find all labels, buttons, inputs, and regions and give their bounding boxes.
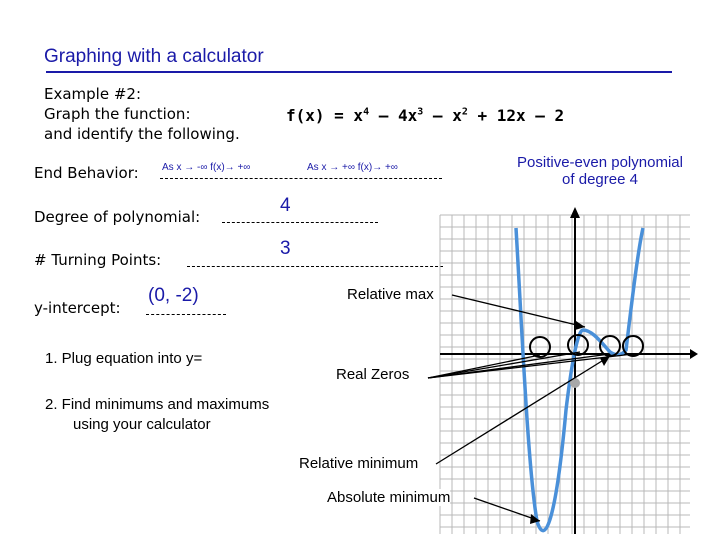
y-axis-arrow [570, 207, 580, 218]
y-intercept-label: y-intercept: [34, 299, 121, 317]
step-1: 1. Plug equation into y= [45, 350, 203, 367]
degree-label: Degree of polynomial: [34, 208, 201, 226]
end-behavior-right: As x → +∞ f(x)→ +∞ [307, 162, 398, 173]
example-instruction-2: and identify the following. [44, 125, 240, 143]
relative-min-label: Relative minimum [299, 455, 419, 472]
example-heading: Example #2: [44, 85, 142, 103]
end-behavior-left: As x → -∞ f(x)→ +∞ [162, 162, 251, 173]
zero-pointer-2 [428, 352, 580, 378]
example-instruction-1: Graph the function: [44, 105, 191, 123]
degree-answer: 4 [280, 195, 291, 216]
y-intercept-answer: (0, -2) [148, 285, 199, 306]
turning-points-label: # Turning Points: [34, 251, 162, 269]
x-axis-arrow [690, 349, 698, 359]
relative-max-label: Relative max [347, 286, 434, 303]
graph-grid [440, 215, 690, 534]
function-equation: $f(x) = x^4 - 4x^3 - x^2 + 12x - 2$ [286, 106, 565, 125]
step-2-continued: using your calculator [73, 416, 211, 433]
turning-points-answer: 3 [280, 238, 291, 259]
absolute-min-pointer [474, 498, 540, 521]
degree-note: Positive-even polynomial of degree 4 [517, 154, 683, 188]
end-behavior-label: End Behavior: [34, 164, 139, 182]
function-curve [516, 228, 643, 531]
step-2: 2. Find minimums and maximums [45, 396, 270, 413]
real-zeros-label: Real Zeros [336, 366, 410, 383]
page-title: Graphing with a calculator [44, 46, 264, 67]
absolute-min-label: Absolute minimum [327, 489, 451, 506]
